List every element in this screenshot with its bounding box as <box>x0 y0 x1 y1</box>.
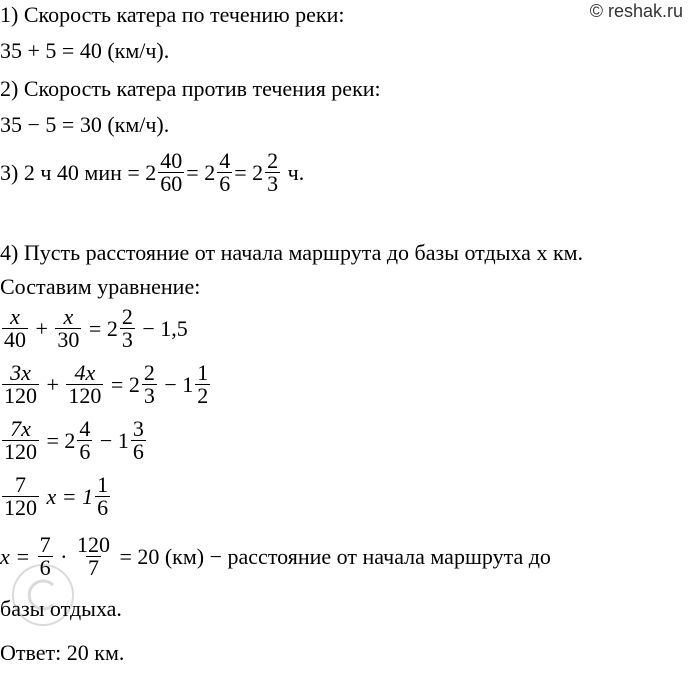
denominator: 120 <box>68 383 102 408</box>
denominator: 3 <box>121 327 133 352</box>
continuation-text: базы отдыха. <box>0 596 122 621</box>
denominator: 6 <box>79 439 91 464</box>
answer: Ответ: 20 км. <box>0 640 125 665</box>
fraction <box>55 306 81 351</box>
fraction <box>2 362 39 407</box>
numerator: 120 <box>76 532 110 557</box>
denominator: 6 <box>39 555 51 580</box>
denominator: 120 <box>4 495 37 520</box>
equation-4 <box>0 474 112 519</box>
text: − 1 <box>94 427 129 453</box>
equation-heading: Составим уравнение: <box>0 274 201 299</box>
numerator: 4 <box>79 416 91 441</box>
denominator: 3 <box>267 171 279 196</box>
text: x = 1 <box>41 483 94 509</box>
numerator: 2 <box>121 304 133 329</box>
operator: + <box>30 315 54 341</box>
numerator: 7 <box>39 532 51 557</box>
fraction <box>265 150 280 195</box>
step1-title: 1) Скорость катера по течению реки: <box>0 2 345 27</box>
fraction <box>95 474 110 519</box>
denominator: 60 <box>160 171 183 196</box>
fraction <box>77 418 92 463</box>
numerator: x <box>63 304 74 329</box>
fraction <box>2 474 39 519</box>
numerator: 40 <box>160 148 183 173</box>
fraction <box>217 150 232 195</box>
equation-2 <box>0 362 212 407</box>
numerator: 7 <box>15 472 26 497</box>
fraction <box>158 150 184 195</box>
denominator: 6 <box>219 171 231 196</box>
fraction <box>195 362 210 407</box>
step4-text: 4) Пусть расстояние от начала маршрута до базы отдыха x км. <box>0 240 584 265</box>
operator: · <box>54 543 73 569</box>
text: 3) 2 ч 40 мин = 2 <box>0 159 157 185</box>
numerator: 2 <box>143 360 155 385</box>
equation-1 <box>0 306 188 351</box>
denominator: 40 <box>4 327 26 352</box>
fraction <box>120 306 135 351</box>
text: = 2 <box>186 159 216 185</box>
denominator: 3 <box>143 383 155 408</box>
fraction <box>66 362 103 407</box>
step3-calc <box>0 150 304 195</box>
denominator: 30 <box>57 327 80 352</box>
fraction <box>131 418 146 463</box>
numerator: 3x <box>10 360 31 385</box>
step2-calc: 35 − 5 = 30 (км/ч). <box>0 112 170 137</box>
denominator: 6 <box>97 495 109 520</box>
text: − 1 <box>158 371 194 397</box>
text: = 2 <box>83 315 118 341</box>
watermark: © reshak.ru <box>589 1 683 21</box>
denominator: 120 <box>4 383 37 408</box>
denominator: 6 <box>132 439 144 464</box>
text: ч. <box>282 159 305 185</box>
fraction <box>38 534 53 579</box>
equation-5 <box>0 534 551 579</box>
text: = 2 <box>41 427 76 453</box>
fraction <box>2 306 28 351</box>
equation-3 <box>0 418 148 463</box>
text: x = <box>0 543 36 569</box>
text: = 2 <box>105 371 140 397</box>
denominator: 2 <box>197 383 209 408</box>
numerator: 1 <box>197 360 209 385</box>
fraction <box>142 362 157 407</box>
numerator: 1 <box>97 472 109 497</box>
numerator: x <box>10 304 20 329</box>
text: − 1,5 <box>136 315 188 341</box>
step1-calc: 35 + 5 = 40 (км/ч). <box>0 38 170 63</box>
denominator: 120 <box>4 439 37 464</box>
fraction <box>2 418 39 463</box>
numerator: 2 <box>267 148 279 173</box>
numerator: 7x <box>10 416 31 441</box>
operator: + <box>41 371 65 397</box>
text: = 2 <box>234 159 264 185</box>
text: = 20 (км) − расстояние от начала маршрута до <box>113 543 551 569</box>
numerator: 3 <box>132 416 144 441</box>
denominator: 7 <box>87 555 99 580</box>
fraction <box>75 534 112 579</box>
step2-title: 2) Скорость катера против течения реки: <box>0 76 381 101</box>
numerator: 4x <box>74 360 96 385</box>
numerator: 4 <box>219 148 231 173</box>
